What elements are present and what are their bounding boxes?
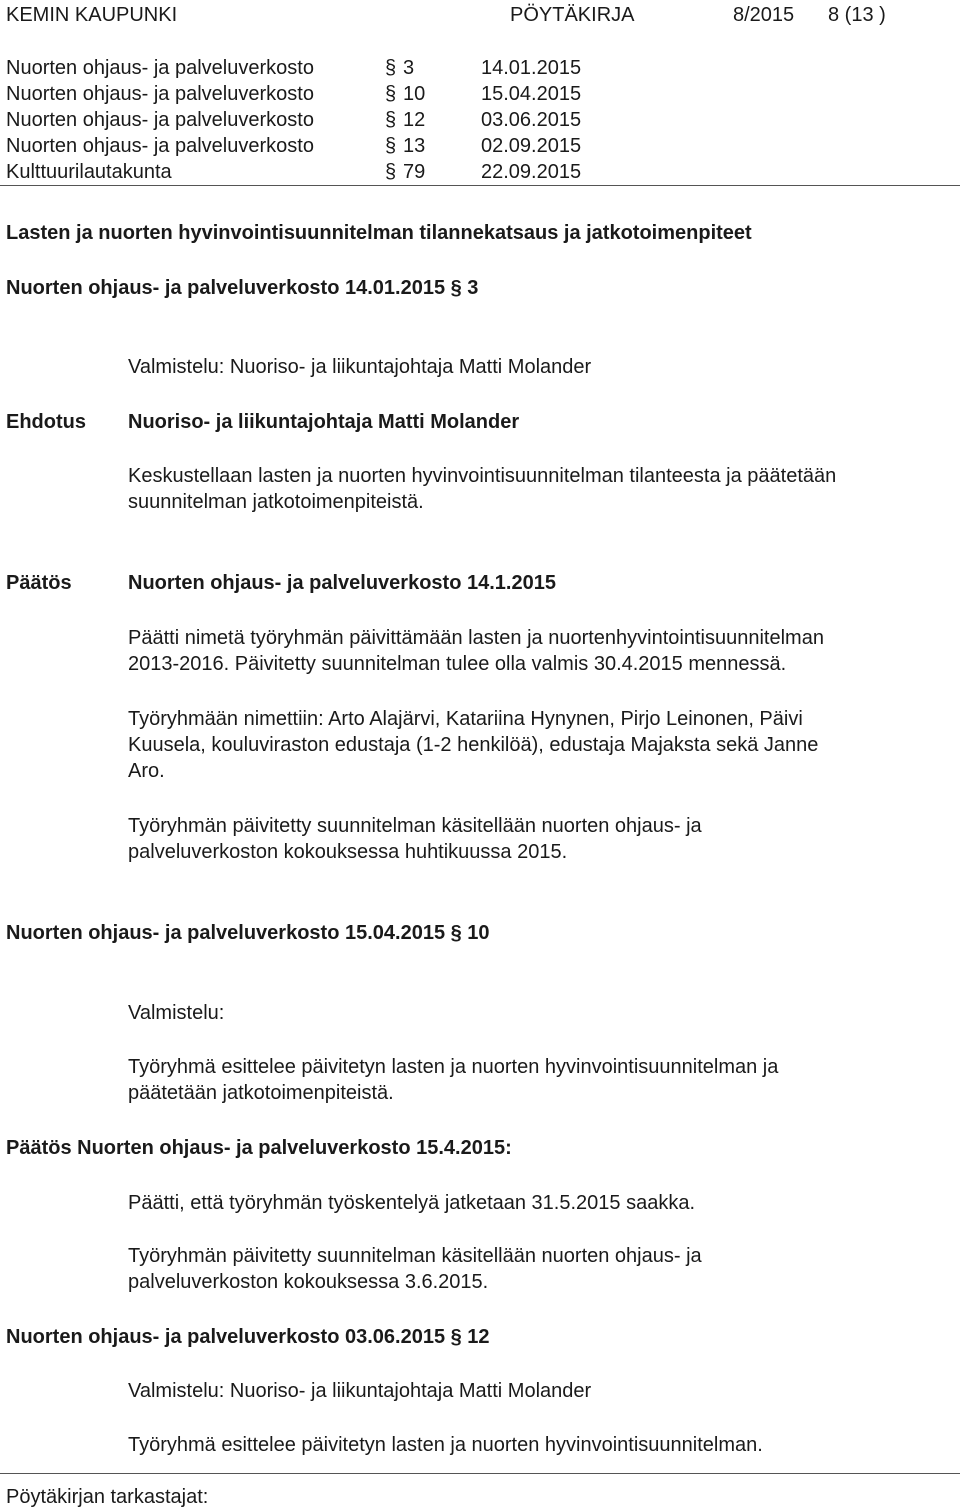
paragraph-line: Keskustellaan lasten ja nuorten hyvinvointisuunnitelman tilanteesta ja päätetään bbox=[128, 465, 837, 487]
paragraph-line: suunnitelman jatkotoimenpiteistä. bbox=[128, 491, 424, 513]
history-body: Kulttuurilautakunta bbox=[6, 161, 172, 183]
divider bbox=[0, 185, 960, 186]
footer-divider bbox=[0, 1473, 960, 1474]
section-sign: § bbox=[385, 83, 397, 105]
paragraph-line: Päätti, että työryhmän työskentelyä jatketaan 31.5.2015 saakka. bbox=[128, 1192, 696, 1214]
paragraph-line: Kuusela, kouluviraston edustaja (1-2 henkilöä), edustaja Majaksta sekä Janne bbox=[128, 734, 819, 756]
history-date: 14.01.2015 bbox=[481, 57, 582, 79]
paragraph-line: päätetään jatkotoimenpiteistä. bbox=[128, 1082, 394, 1104]
history-number: 13 bbox=[403, 135, 426, 157]
history-date: 22.09.2015 bbox=[481, 161, 582, 183]
decision-heading: Nuorten ohjaus- ja palveluverkosto 14.1.2015 bbox=[128, 572, 556, 594]
paragraph-line: Työryhmän päivitetty suunnitelman käsitellään nuorten ohjaus- ja bbox=[128, 1245, 702, 1267]
page-number: 8 (13 ) bbox=[828, 4, 886, 26]
paragraph-line: palveluverkoston kokouksessa huhtikuussa 2015. bbox=[128, 841, 568, 863]
section-heading: Nuorten ohjaus- ja palveluverkosto 15.04.2015 § 10 bbox=[6, 922, 490, 944]
preparation-text: Valmistelu: Nuoriso- ja liikuntajohtaja Matti Molander bbox=[128, 356, 592, 378]
paragraph-line: Työryhmä esittelee päivitetyn lasten ja nuorten hyvinvointisuunnitelman ja bbox=[128, 1056, 779, 1078]
history-body: Nuorten ohjaus- ja palveluverkosto bbox=[6, 57, 314, 79]
history-number: 3 bbox=[403, 57, 415, 79]
section-heading: Nuorten ohjaus- ja palveluverkosto 03.06.2015 § 12 bbox=[6, 1326, 490, 1348]
history-number: 12 bbox=[403, 109, 426, 131]
section-sign: § bbox=[385, 57, 397, 79]
decision-heading: Päätös Nuorten ohjaus- ja palveluverkosto 15.4.2015: bbox=[6, 1137, 512, 1159]
history-number: 10 bbox=[403, 83, 426, 105]
preparation-text: Valmistelu: Nuoriso- ja liikuntajohtaja Matti Molander bbox=[128, 1380, 592, 1402]
history-body: Nuorten ohjaus- ja palveluverkosto bbox=[6, 83, 314, 105]
section-heading: Nuorten ohjaus- ja palveluverkosto 14.01.2015 § 3 bbox=[6, 277, 479, 299]
document-type: PÖYTÄKIRJA bbox=[510, 4, 635, 26]
proposal-label: Ehdotus bbox=[6, 411, 86, 433]
paragraph-line: Aro. bbox=[128, 760, 165, 782]
paragraph-line: Työryhmän päivitetty suunnitelman käsitellään nuorten ohjaus- ja bbox=[128, 815, 702, 837]
paragraph-line: Työryhmään nimettiin: Arto Alajärvi, Katariina Hynynen, Pirjo Leinonen, Päivi bbox=[128, 708, 803, 730]
history-body: Nuorten ohjaus- ja palveluverkosto bbox=[6, 109, 314, 131]
page-title: Lasten ja nuorten hyvinvointisuunnitelman tilannekatsaus ja jatkotoimenpiteet bbox=[6, 222, 752, 244]
paragraph-line: 2013-2016. Päivitetty suunnitelman tulee olla valmis 30.4.2015 mennessä. bbox=[128, 653, 787, 675]
section-sign: § bbox=[385, 161, 397, 183]
document-number: 8/2015 bbox=[733, 4, 795, 26]
decision-label: Päätös bbox=[6, 572, 72, 594]
history-body: Nuorten ohjaus- ja palveluverkosto bbox=[6, 135, 314, 157]
organization-name: KEMIN KAUPUNKI bbox=[6, 4, 178, 26]
history-date: 03.06.2015 bbox=[481, 109, 582, 131]
preparation-text: Valmistelu: bbox=[128, 1002, 225, 1024]
paragraph-line: Päätti nimetä työryhmän päivittämään lasten ja nuortenhyvintointisuunnitelman bbox=[128, 627, 824, 649]
proposal-by: Nuoriso- ja liikuntajohtaja Matti Molander bbox=[128, 411, 520, 433]
history-date: 02.09.2015 bbox=[481, 135, 582, 157]
history-date: 15.04.2015 bbox=[481, 83, 582, 105]
section-sign: § bbox=[385, 109, 397, 131]
paragraph-line: Työryhmä esittelee päivitetyn lasten ja nuorten hyvinvointisuunnitelman. bbox=[128, 1434, 763, 1456]
paragraph-line: palveluverkoston kokouksessa 3.6.2015. bbox=[128, 1271, 489, 1293]
history-number: 79 bbox=[403, 161, 426, 183]
section-sign: § bbox=[385, 135, 397, 157]
reviewers-label: Pöytäkirjan tarkastajat: bbox=[6, 1486, 209, 1508]
